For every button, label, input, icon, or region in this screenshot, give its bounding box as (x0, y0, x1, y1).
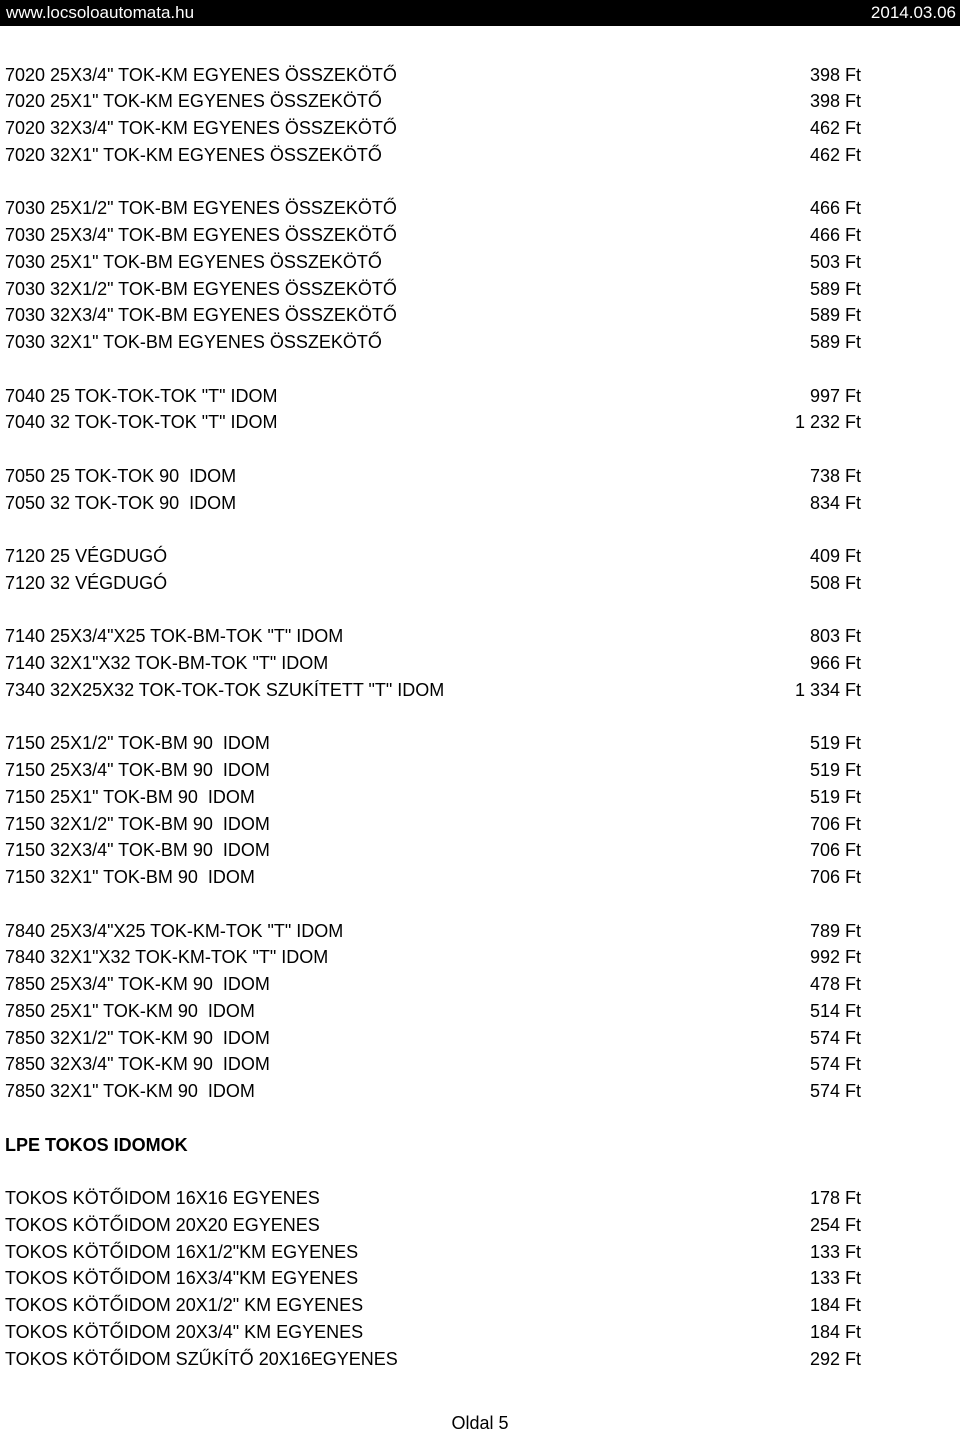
price-row (0, 864, 960, 891)
product-name: TOKOS KÖTŐIDOM 16X3/4"KM EGYENES (5, 1268, 359, 1289)
product-name: 7040 25 TOK-TOK-TOK "T" IDOM (5, 385, 278, 406)
price-row (0, 1346, 960, 1373)
product-name: TOKOS KÖTŐIDOM 16X16 EGYENES (5, 1188, 320, 1208)
product-price: 803 Ft (809, 626, 861, 647)
product-price: 184 Ft (809, 1321, 861, 1342)
product-name: TOKOS KÖTŐIDOM 20X20 EGYENES (5, 1214, 320, 1235)
product-price: 834 Ft (809, 492, 861, 513)
product-price: 589 Ft (809, 305, 861, 326)
product-name: 7030 25X3/4" TOK-BM EGYENES ÖSSZEKÖTŐ (5, 225, 397, 245)
product-name: 7150 32X1/2" TOK-BM 90 IDOM (5, 813, 270, 834)
product-name: 7140 25X3/4"X25 TOK-BM-TOK "T" IDOM (5, 626, 344, 647)
product-price: 997 Ft (809, 385, 861, 406)
price-row (0, 837, 960, 864)
product-price: 409 Ft (809, 546, 861, 566)
price-row (0, 1265, 960, 1292)
price-row (0, 62, 960, 89)
price-row (0, 249, 960, 276)
product-price: 519 Ft (809, 760, 861, 780)
price-row (0, 490, 960, 517)
product-price: 254 Ft (809, 1214, 861, 1235)
price-row (0, 623, 960, 650)
price-row (0, 222, 960, 249)
price-row (0, 1078, 960, 1105)
product-name: 7030 25X1" TOK-BM EGYENES ÖSSZEKÖTŐ (5, 251, 382, 272)
product-name: TOKOS KÖTŐIDOM SZŰKÍTŐ 20X16EGYENES (5, 1348, 398, 1369)
price-row (0, 543, 960, 570)
price-row (0, 409, 960, 436)
product-name: 7340 32X25X32 TOK-TOK-TOK SZUKÍTETT "T" IDOM (5, 679, 445, 700)
product-name: 7850 32X3/4" TOK-KM 90 IDOM (5, 1054, 270, 1075)
product-name: TOKOS KÖTŐIDOM 20X1/2" KM EGYENES (5, 1295, 364, 1315)
product-price: 992 Ft (809, 947, 861, 968)
product-price: 508 Ft (809, 572, 861, 593)
price-row (0, 142, 960, 169)
product-name: 7040 32 TOK-TOK-TOK "T" IDOM (5, 412, 278, 433)
price-row (0, 1292, 960, 1319)
price-row (0, 784, 960, 811)
product-name: 7850 25X1" TOK-KM 90 IDOM (5, 1000, 255, 1021)
product-name: 7020 25X1" TOK-KM EGYENES ÖSSZEKÖTŐ (5, 91, 382, 112)
product-price: 398 Ft (809, 64, 861, 85)
product-price: 478 Ft (809, 974, 861, 994)
product-price: 514 Ft (809, 1000, 861, 1021)
product-price: 738 Ft (809, 465, 861, 486)
product-name: 7030 32X1/2" TOK-BM EGYENES ÖSSZEKÖTŐ (5, 278, 397, 299)
product-price: 184 Ft (809, 1295, 861, 1315)
product-price: 292 Ft (809, 1348, 861, 1369)
header-date: 2014.03.06 (870, 3, 956, 22)
product-name: 7120 25 VÉGDUGÓ (5, 546, 168, 566)
page-number: Oldal 5 (451, 1413, 509, 1433)
price-row (0, 677, 960, 704)
price-row (0, 463, 960, 490)
product-price: 462 Ft (809, 144, 861, 165)
product-name: 7030 32X3/4" TOK-BM EGYENES ÖSSZEKÖTŐ (5, 305, 397, 326)
product-price: 398 Ft (809, 91, 861, 112)
product-name: 7150 25X1" TOK-BM 90 IDOM (5, 786, 255, 807)
product-name: 7030 25X1/2" TOK-BM EGYENES ÖSSZEKÖTŐ (5, 198, 397, 219)
product-name: 7020 32X3/4" TOK-KM EGYENES ÖSSZEKÖTŐ (5, 118, 397, 138)
product-name: 7020 32X1" TOK-KM EGYENES ÖSSZEKÖTŐ (5, 144, 382, 165)
product-price: 706 Ft (809, 867, 861, 887)
product-price: 466 Ft (809, 198, 861, 219)
product-price: 1 232 Ft (794, 412, 861, 433)
product-price: 574 Ft (809, 1027, 861, 1048)
price-row (0, 383, 960, 410)
product-name: 7150 25X1/2" TOK-BM 90 IDOM (5, 733, 270, 754)
product-name: 7050 25 TOK-TOK 90 IDOM (5, 465, 237, 486)
price-row (0, 1051, 960, 1078)
price-row (0, 88, 960, 115)
section-heading: LPE TOKOS IDOMOK (5, 1134, 188, 1155)
product-name: 7840 32X1"X32 TOK-KM-TOK "T" IDOM (5, 947, 329, 968)
price-row (0, 570, 960, 597)
product-name: 7120 32 VÉGDUGÓ (5, 572, 168, 593)
product-name: 7030 32X1" TOK-BM EGYENES ÖSSZEKÖTŐ (5, 332, 382, 352)
price-row (0, 944, 960, 971)
product-price: 462 Ft (809, 118, 861, 138)
price-row (0, 115, 960, 142)
price-row (0, 276, 960, 303)
price-row (0, 757, 960, 784)
product-price: 706 Ft (809, 813, 861, 834)
price-row (0, 1025, 960, 1052)
product-name: TOKOS KÖTŐIDOM 16X1/2"KM EGYENES (5, 1241, 359, 1262)
product-price: 789 Ft (809, 920, 861, 941)
price-row (0, 195, 960, 222)
website-url[interactable]: www.locsoloautomata.hu (6, 3, 195, 22)
product-price: 503 Ft (809, 251, 861, 272)
product-price: 466 Ft (809, 225, 861, 245)
price-row (0, 918, 960, 945)
product-name: 7140 32X1"X32 TOK-BM-TOK "T" IDOM (5, 653, 329, 673)
product-price: 589 Ft (809, 332, 861, 352)
page-footer (0, 1410, 960, 1437)
product-price: 706 Ft (809, 840, 861, 861)
product-price: 966 Ft (809, 653, 861, 673)
product-price: 574 Ft (809, 1054, 861, 1075)
product-price: 1 334 Ft (794, 679, 861, 700)
product-name: 7150 25X3/4" TOK-BM 90 IDOM (5, 760, 270, 780)
price-row (0, 1212, 960, 1239)
product-price: 519 Ft (809, 786, 861, 807)
site-header-bar (0, 0, 960, 26)
product-name: TOKOS KÖTŐIDOM 20X3/4" KM EGYENES (5, 1321, 364, 1342)
price-row (0, 302, 960, 329)
product-name: 7840 25X3/4"X25 TOK-KM-TOK "T" IDOM (5, 920, 344, 941)
product-name: 7850 32X1" TOK-KM 90 IDOM (5, 1081, 255, 1101)
price-row (0, 971, 960, 998)
product-name: 7850 25X3/4" TOK-KM 90 IDOM (5, 974, 270, 994)
product-price: 133 Ft (809, 1268, 861, 1289)
product-price: 574 Ft (809, 1081, 861, 1101)
product-name: 7850 32X1/2" TOK-KM 90 IDOM (5, 1027, 270, 1048)
price-row (0, 1319, 960, 1346)
product-price: 178 Ft (809, 1188, 861, 1208)
price-row (0, 329, 960, 356)
product-price: 589 Ft (809, 278, 861, 299)
product-price: 519 Ft (809, 733, 861, 754)
product-price: 133 Ft (809, 1241, 861, 1262)
price-row (0, 811, 960, 838)
price-row (0, 1185, 960, 1212)
product-name: 7050 32 TOK-TOK 90 IDOM (5, 492, 237, 513)
product-name: 7020 25X3/4" TOK-KM EGYENES ÖSSZEKÖTŐ (5, 64, 397, 85)
product-name: 7150 32X3/4" TOK-BM 90 IDOM (5, 840, 270, 861)
price-row (0, 650, 960, 677)
product-name: 7150 32X1" TOK-BM 90 IDOM (5, 867, 255, 887)
price-row (0, 998, 960, 1025)
price-row (0, 730, 960, 757)
price-row (0, 1239, 960, 1266)
